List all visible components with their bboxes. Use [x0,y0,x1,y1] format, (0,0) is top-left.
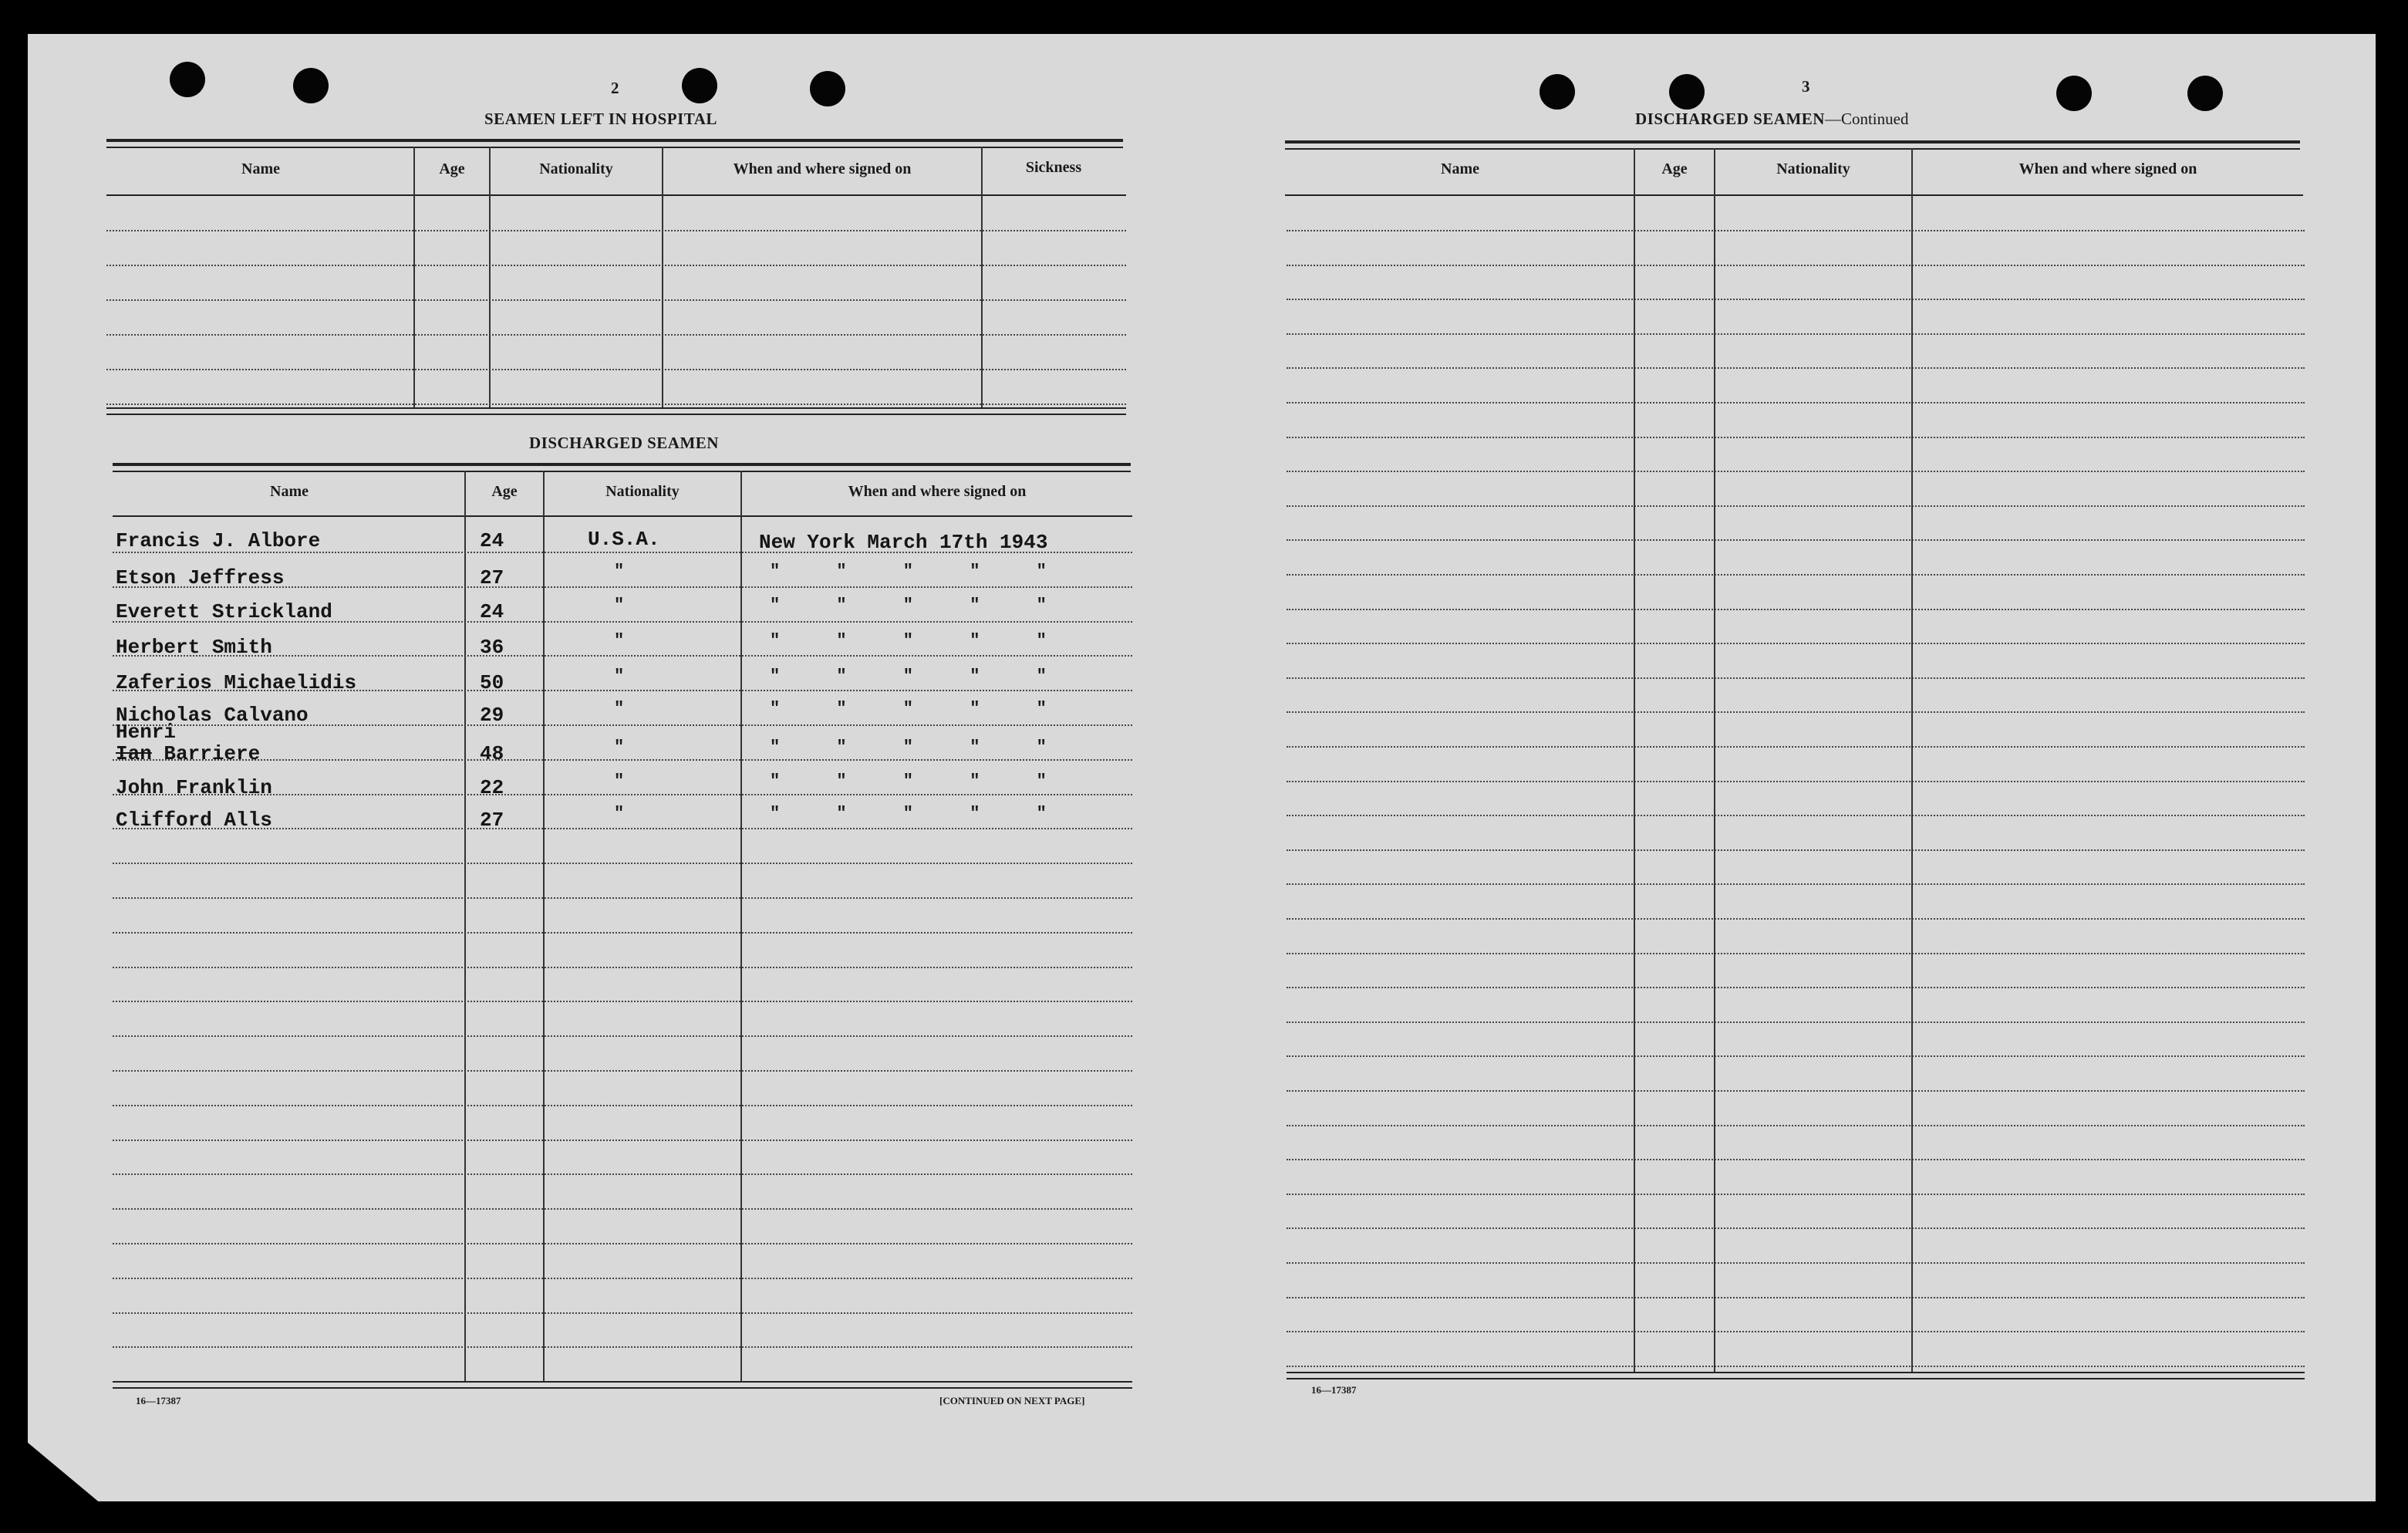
ruled-line [1287,849,2305,851]
seaman-age: 24 [480,600,504,623]
table-rule [1285,140,2300,144]
seaman-age: 22 [480,776,504,799]
ruled-line [1287,265,2305,266]
ruled-line [1287,1227,2305,1229]
punch-hole [682,68,717,103]
seaman-name: John Franklin [116,776,272,799]
ruled-line [1287,402,2305,404]
ruled-line [113,1278,1132,1279]
seaman-nationality: " [614,667,625,686]
seaman-age: 50 [480,671,504,694]
ruled-line [1287,333,2305,335]
ruled-line [1287,643,2305,644]
table-rule [1287,1378,2305,1379]
ruled-line [1287,883,2305,885]
column-rule [543,471,545,1381]
ruled-line [1287,711,2305,713]
seaman-nationality: " [614,562,625,581]
ruled-line [1287,677,2305,679]
title-text: DISCHARGED SEAMEN [1635,110,1825,128]
page-number: 2 [611,79,619,97]
table-rule [106,147,1123,148]
seaman-name: Etson Jeffress [116,566,285,589]
ruled-line [106,404,1126,405]
ruled-line [1287,437,2305,438]
discharged-continued-title [1635,110,1908,129]
column-header-nationality: Nationality [1776,160,1850,177]
form-number: 16—17387 [1311,1384,1357,1396]
punch-hole [1540,74,1575,110]
ruled-line [113,897,1132,899]
title-suffix: —Continued [1824,110,1909,128]
ruled-line [1287,539,2305,541]
column-header-age: Age [439,160,465,177]
table-rule [106,414,1126,415]
table-rule [113,1387,1132,1389]
table-rule [113,1381,1132,1383]
ruled-line [1287,367,2305,369]
ruled-line [106,369,1126,370]
column-rule [413,147,415,407]
seaman-nationality: " [614,772,625,791]
ruled-line [113,1105,1132,1106]
ruled-line [113,1346,1132,1348]
seaman-name: Zaferios Michaelidis [116,671,357,694]
seaman-name: Francis J. Albore [116,529,321,552]
ruled-line [1287,1021,2305,1023]
surname: Barriere [151,742,261,765]
seaman-nationality: " [614,738,625,757]
ruled-line [1287,1331,2305,1332]
ruled-line [1287,781,2305,782]
column-rule [740,471,742,1381]
ruled-line [1287,230,2305,231]
table-rule [106,139,1123,142]
table-rule [1287,1372,2305,1373]
seaman-nationality: " [614,804,625,823]
ruled-line [113,1035,1132,1037]
ruled-line [1287,815,2305,816]
ruled-line [1287,1159,2305,1160]
column-header-nationality: Nationality [605,483,680,500]
ruled-line [113,863,1132,864]
seaman-name: Clifford Alls [116,809,272,832]
ruled-line [1287,1194,2305,1195]
seaman-age: 27 [480,566,504,589]
ruled-line [1287,505,2305,507]
seaman-name-corrected [116,742,260,765]
column-rule [1714,148,1715,1372]
column-header-name: Name [1441,160,1479,177]
seaman-nationality: " [614,596,625,615]
ruled-line [113,1140,1132,1141]
seaman-name: Everett Strickland [116,600,332,623]
discharged-section-title: DISCHARGED SEAMEN [529,434,719,452]
column-header-signed-on: When and where signed on [733,160,912,177]
column-header-signed-on: When and where signed on [2018,160,2197,177]
column-rule [662,147,663,407]
ruled-line [106,334,1126,336]
ruled-line [113,759,1132,761]
ruled-line [113,1173,1132,1175]
signed-on-entry: " " " " " [770,699,1047,718]
ruled-line [1287,987,2305,988]
ruled-line [106,299,1126,301]
seaman-age: 36 [480,636,504,659]
table-rule [106,407,1126,409]
ruled-line [1287,1125,2305,1126]
ruled-line [1287,1297,2305,1298]
punch-hole [2187,76,2223,111]
column-header-nationality: Nationality [539,160,613,177]
seaman-age: 24 [480,529,504,552]
continued-note: [CONTINUED ON NEXT PAGE] [939,1395,1085,1406]
column-rule [464,471,466,1381]
seaman-age: 48 [480,742,504,765]
document-sheet [28,34,2376,1501]
signed-on-entry: " " " " " [770,804,1047,823]
signed-on-entry: " " " " " [770,596,1047,615]
ruled-line [106,230,1126,231]
seaman-name: Herbert Smith [116,636,272,659]
punch-hole [170,62,205,97]
ruled-line [113,1001,1132,1002]
signed-on-entry: " " " " " [770,562,1047,581]
seaman-age: 29 [480,704,504,727]
signed-on-entry: " " " " " [770,667,1047,686]
signed-on-entry: " " " " " [770,738,1047,757]
ruled-line [1287,953,2305,954]
ruled-line [1287,609,2305,610]
ruled-line [1287,471,2305,472]
hospital-section-title: SEAMEN LEFT IN HOSPITAL [484,110,717,128]
form-number: 16—17387 [136,1395,181,1406]
ruled-line [113,1312,1132,1314]
column-rule [1634,148,1635,1372]
signed-on-entry: " " " " " [770,772,1047,791]
signed-on-entry: " " " " " [770,631,1047,650]
ruled-line [1287,1262,2305,1264]
ruled-line [113,1243,1132,1244]
column-header-signed-on: When and where signed on [848,483,1027,500]
column-header-sickness: Sickness [1025,159,1082,176]
ruled-line [106,265,1126,266]
ruled-line [113,967,1132,968]
table-rule [106,194,1126,196]
ruled-line [113,1208,1132,1210]
column-rule [981,147,983,407]
table-rule [113,463,1131,466]
ruled-line [1287,299,2305,300]
ruled-line [1287,746,2305,748]
column-rule [489,147,491,407]
ruled-line [1287,1090,2305,1092]
ruled-line [113,932,1132,934]
table-rule [1285,194,2303,196]
punch-hole [293,68,329,103]
page-number: 3 [1802,77,1810,96]
table-rule [113,471,1131,472]
column-header-name: Name [241,160,280,177]
ruled-line [1287,918,2305,920]
seaman-age: 27 [480,809,504,832]
ruled-line [1287,1366,2305,1367]
column-header-name: Name [270,483,309,500]
table-rule [113,515,1132,517]
struck-name: Ian [116,742,152,765]
table-rule [1285,148,2300,150]
seaman-name: Henri [116,721,177,744]
column-rule [1911,148,1913,1372]
ruled-line [1287,1055,2305,1057]
ruled-line [1287,574,2305,576]
seaman-nationality: " [614,699,625,718]
punch-hole [810,71,845,106]
ruled-line [113,1070,1132,1072]
column-header-age: Age [491,483,518,500]
seaman-name: Nicholas Calvano [116,704,309,727]
signed-on-entry: New York March 17th 1943 [759,531,1048,554]
column-header-age: Age [1661,160,1688,177]
seaman-nationality: U.S.A. [588,528,660,551]
seaman-nationality: " [614,631,625,650]
punch-hole [1669,74,1705,110]
punch-hole [2056,76,2092,111]
